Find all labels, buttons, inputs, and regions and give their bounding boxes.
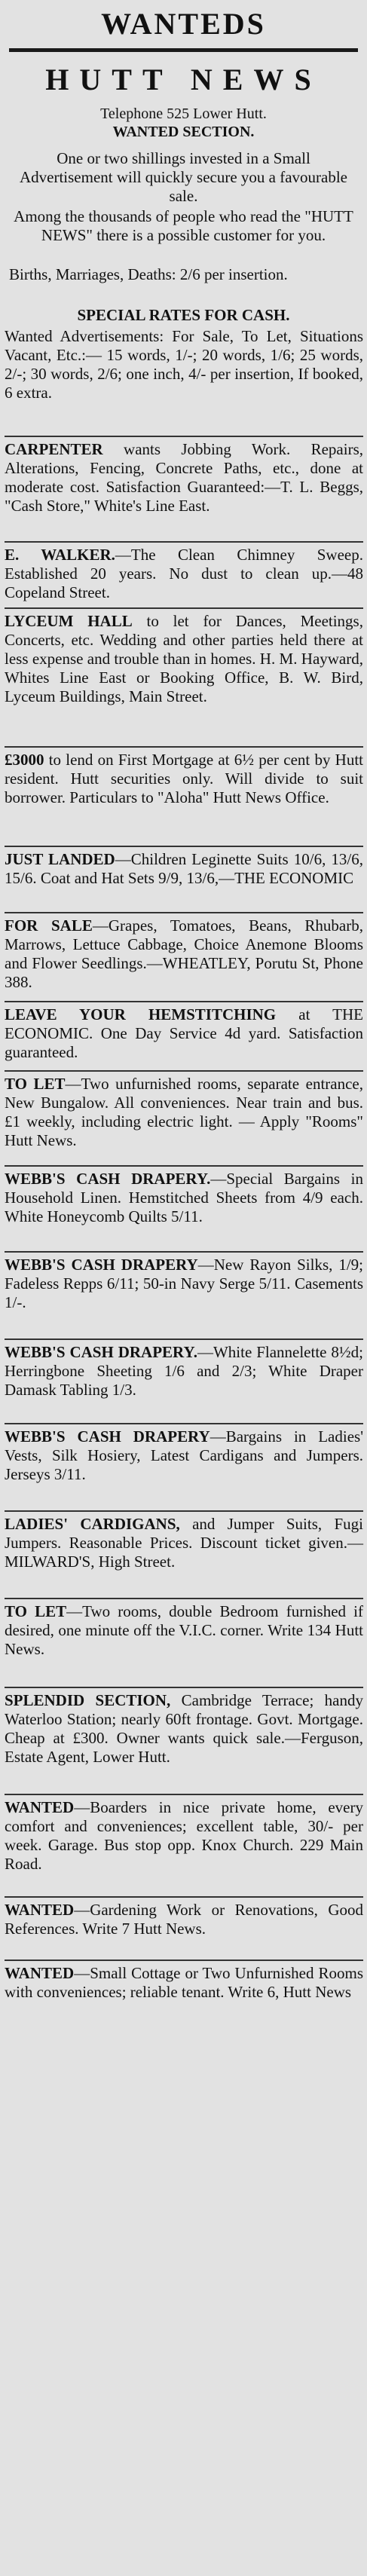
ad-hemstitching [5,1005,363,1062]
ad-lead: WANTED [5,1901,75,1919]
ad-text: —Two rooms, double Bedroom furnished if desired, one minute off the V.I.C. corner. Write 134 Hutt News. [5,1602,364,1658]
divider [5,1165,363,1167]
births-notice: Births, Marriages, Deaths: 2/6 per insertion. [9,265,288,283]
ad-lyceum-hall [5,612,363,706]
divider [5,846,363,847]
divider [5,607,363,609]
ad-lead: WANTED [5,1798,75,1816]
ad-webbs-flannelette [5,1343,363,1400]
section-title: WANTED SECTION. [112,124,255,140]
divider [5,912,363,913]
divider [9,48,358,52]
ad-webbs-household-linen [5,1170,363,1226]
divider [5,1423,363,1424]
ad-lead: FOR SALE [5,916,93,935]
ad-text: —White Flannelette 8½d; Herringbone Sheeting 1/6 and 2/3; White Draper Damask Tabling 1/3. [5,1343,363,1399]
divider [5,1896,363,1898]
ad-wanted-boarders [5,1798,363,1874]
page-title: WANTEDS [101,7,266,41]
divider [5,1598,363,1599]
ad-ladies-cardigans [5,1515,363,1571]
ad-wanted-gardening [5,1901,363,1938]
intro-paragraph-2: Among the thousands of people who read the "HUTT NEWS" there is a possible customer for you. [14,207,353,244]
ad-mortgage [5,751,363,807]
ad-lead: LADIES' CARDIGANS, [5,1515,180,1533]
divider [5,746,363,748]
ad-text: —Special Bargains in Household Linen. Hemstitched Sheets from 4/9 each. White Honeycomb Quilts 5/11. [5,1170,363,1225]
divider [5,1960,363,1961]
ad-text: and Jumper Suits, Fugi Jumpers. Reasonable Prices. Discount ticket given.—MILWARD'S, High Street. [5,1515,363,1571]
telephone-line: Telephone 525 Lower Hutt. [100,106,267,122]
ad-text: —Bargains in Ladies' Vests, Silk Hosiery, Latest Cardigans and Jumpers. Jerseys 3/11. [5,1427,363,1483]
ad-lead: WANTED [5,1964,75,1982]
ad-wanted-cottage [5,1964,363,2002]
paper-name: HUTT NEWS [45,63,322,96]
ad-text: —Gardening Work or Renovations, Good References. Write 7 Hutt News. [5,1901,363,1938]
divider [5,1510,363,1512]
ad-lead: LEAVE YOUR HEMSTITCHING [5,1005,277,1023]
ad-lead: E. WALKER. [5,546,115,564]
ad-carpenter [5,440,363,516]
ad-text: wants Jobbing Work. Repairs, Alterations, Fencing, Concrete Paths, etc., done at moderate cost. Satisfaction Guaranteed:—T. L. Beggs, "Cash Store," White's Line East. [5,440,363,515]
ad-webbs-ladies-vests [5,1427,363,1484]
ad-lead: CARPENTER [5,440,103,458]
ad-to-let-bungalow [5,1075,363,1150]
ad-lead: WEBB'S CASH DRAPERY [5,1427,210,1446]
ad-grapes-for-sale [5,916,363,992]
divider [5,436,363,437]
ad-lead: WEBB'S CASH DRAPERY. [5,1170,211,1188]
divider [5,541,363,543]
divider [5,1251,363,1253]
ad-text: —Grapes, Tomatoes, Beans, Rhubarb, Marrows, Lettuce Cabbage, Choice Anemone Blooms and Flower Seedlings.—WHEATLEY, Porutu St, Phone 388. [5,916,363,991]
ad-text: —The Clean Chimney Sweep. Established 20 years. No dust to clean up.—48 Copeland Street. [5,546,363,601]
rates-title: SPECIAL RATES FOR CASH. [77,306,290,324]
ad-lead: TO LET [5,1602,67,1620]
ad-lead: WEBB'S CASH DRAPERY [5,1256,198,1274]
ad-lead: £3000 [5,751,44,769]
divider [5,1687,363,1688]
divider [5,1338,363,1340]
ad-text: —Small Cottage or Two Unfurnished Rooms with conveniences; reliable tenant. Write 6, Hutt News [5,1964,363,2001]
ad-just-landed [5,850,363,888]
divider [5,1001,363,1002]
ad-text: —Children Leginette Suits 10/6, 13/6, 15/6. Coat and Hat Sets 9/9, 13/6,—THE ECONOMIC [5,850,363,887]
divider [5,1070,363,1072]
ad-to-let-two-rooms [5,1602,363,1659]
ad-text: Cambridge Terrace; handy Waterloo Station; nearly 60ft frontage. Govt. Mortgage. Cheap at £300. Owner wants quick sale.—Ferguson, Estate Agent, Lower Hutt. [5,1691,363,1766]
ad-text: to let for Dances, Meetings, Concerts, etc. Wedding and other parties held there at less expense and trouble than in homes. H. M. Hayward, Whites Line East or Booking Office, B. W. Bird, Lyceum Buildings, Main Street. [5,612,363,705]
ad-text: to lend on First Mortgage at 6½ per cent by Hutt resident. Hutt securities only. Will divide to suit borrower. Particulars to "Aloha" Hutt News Office. [5,751,363,806]
ad-webbs-rayon-silks [5,1256,363,1312]
ad-text: —Two unfurnished rooms, separate entrance, New Bungalow. All conveniences. Near train and bus. £1 weekly, including electric light. — Apply "Rooms" Hutt News. [5,1075,363,1149]
ad-text: —Boarders in nice private home, every comfort and conveniences; excellent table, 30/- per week. Garage. Bus stop opp. Knox Church. 229 Main Road. [5,1798,363,1873]
ad-lead: TO LET [5,1075,66,1093]
ad-lead: JUST LANDED [5,850,115,868]
ad-lead: LYCEUM HALL [5,612,133,630]
ad-chimney-sweep [5,546,363,602]
ad-text: at THE ECONOMIC. One Day Service 4d yard. Satisfaction guaranteed. [5,1005,363,1061]
ad-text: —New Rayon Silks, 1/9; Fadeless Repps 6/11; 50-in Navy Serge 5/11. Casements 1/-. [5,1256,363,1311]
intro-paragraph-1: One or two shillings invested in a Small Advertisement will quickly secure you a favourable sale. [19,149,348,205]
divider [5,1794,363,1795]
ad-lead: SPLENDID SECTION, [5,1691,171,1709]
ad-splendid-section [5,1691,363,1767]
rates-text: Wanted Advertisements: For Sale, To Let, Situations Vacant, Etc.:— 15 words, 1/-; 20 words, 1/6; 25 words, 2/-; 30 words, 2/6; one inch, 4/- per insertion, If booked, 6 extra. [5,327,363,402]
ad-lead: WEBB'S CASH DRAPERY. [5,1343,197,1361]
